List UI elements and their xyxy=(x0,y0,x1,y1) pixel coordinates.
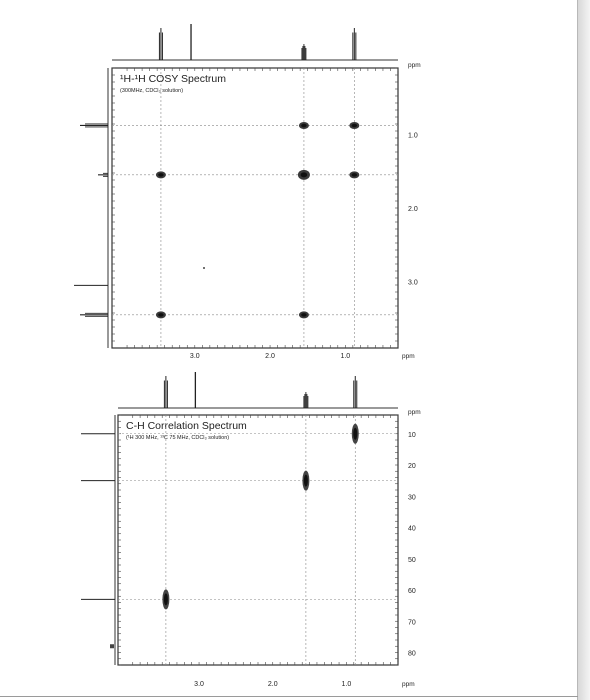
cross-peaks xyxy=(156,122,359,318)
peak-core xyxy=(158,173,164,177)
cross-peak xyxy=(299,311,309,318)
peak-core xyxy=(158,313,164,317)
y-tick-label: 10 xyxy=(408,431,416,439)
proton-peak xyxy=(302,44,306,60)
peak-core xyxy=(301,124,307,128)
proton-peak xyxy=(353,28,356,60)
chart-subtitle: (300MHz, CDCl₃ solution) xyxy=(120,88,184,94)
chart-title: ¹H-¹H COSY Spectrum xyxy=(120,73,226,85)
y-tick-label: 70 xyxy=(408,619,416,627)
cross-peak xyxy=(299,122,309,129)
plot-frame xyxy=(118,415,398,665)
x-tick-label: 3.0 xyxy=(189,353,200,360)
peak-core xyxy=(352,124,358,128)
proton-peak xyxy=(304,392,308,408)
cross-peak xyxy=(349,122,359,129)
peak-core xyxy=(301,313,307,317)
peak-core xyxy=(352,173,358,177)
frame-minor-ticks xyxy=(112,68,398,348)
top-1h-projection xyxy=(112,24,398,60)
x-tick-label: 1.0 xyxy=(341,681,352,688)
proton-peak xyxy=(159,28,162,60)
y-tick-label: 80 xyxy=(408,650,416,658)
guide-lines xyxy=(118,415,398,665)
y-unit-label: ppm xyxy=(408,409,421,416)
peak-core xyxy=(304,475,308,487)
cross-peak xyxy=(162,589,169,609)
plot-frame xyxy=(112,68,398,348)
x-unit-label: ppm xyxy=(402,353,415,360)
noise-dot xyxy=(203,267,205,269)
left-projection xyxy=(74,68,108,348)
left-projection xyxy=(81,415,115,665)
proton-peak xyxy=(98,173,108,176)
frame-minor-ticks xyxy=(118,415,398,665)
proton-peak xyxy=(80,313,108,316)
y-tick-label: 2.0 xyxy=(408,206,418,213)
y-tick-label: 60 xyxy=(408,588,416,595)
top-1h-projection xyxy=(118,372,398,408)
y-unit-label: ppm xyxy=(408,62,421,69)
peak-core xyxy=(164,593,168,605)
y-tick-label: 20 xyxy=(408,463,416,470)
y-tick-label: 40 xyxy=(408,525,416,533)
cross-peak xyxy=(298,170,310,180)
x-tick-label: 3.0 xyxy=(194,681,204,688)
proton-peak xyxy=(164,376,167,408)
x-tick-label: 2.0 xyxy=(267,681,278,688)
solvent-mark xyxy=(110,644,114,648)
y-tick-label: 50 xyxy=(408,556,416,564)
cross-peak xyxy=(156,311,166,318)
y-tick-label: 30 xyxy=(408,494,416,502)
peak-core xyxy=(353,428,357,440)
cosy-panel xyxy=(74,24,421,360)
cross-peak xyxy=(302,471,309,491)
y-tick-label: 1.0 xyxy=(408,132,418,140)
proton-peak xyxy=(354,376,357,408)
proton-peak xyxy=(80,124,108,127)
cross-peak xyxy=(156,171,166,178)
ch-correlation-panel xyxy=(81,372,421,688)
x-tick-label: 2.0 xyxy=(265,353,275,360)
y-tick-label: 3.0 xyxy=(408,279,418,287)
chart-subtitle: (¹H 300 MHz, ¹³C 75 MHz, CDCl₃ solution) xyxy=(126,435,230,441)
cross-peak xyxy=(352,424,359,444)
x-tick-label: 1.0 xyxy=(340,353,351,360)
x-unit-label: ppm xyxy=(402,681,415,688)
chart-title: C-H Correlation Spectrum xyxy=(126,420,247,432)
cross-peaks xyxy=(162,424,358,610)
guide-lines xyxy=(112,68,398,348)
peak-core xyxy=(301,172,308,177)
cross-peak xyxy=(349,171,359,178)
